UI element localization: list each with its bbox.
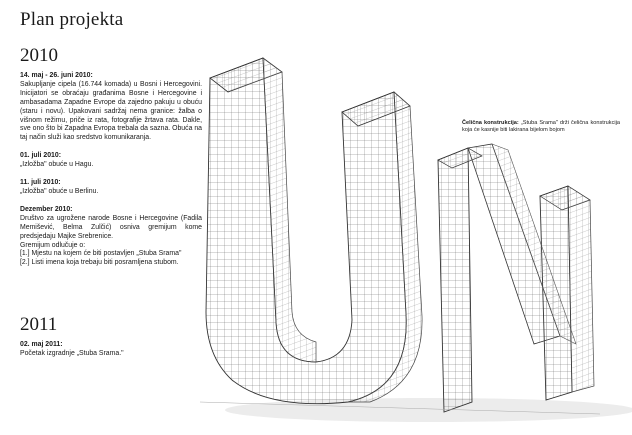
entry-date: Dezember 2010: (20, 205, 73, 213)
year-heading-2010: 2010 (20, 45, 58, 66)
letter-n-left-stem (438, 148, 472, 412)
entry-text: Sakupljanje cipela (16.744 komada) u Bosni i Hercegovini. Inicijatori se obraćaju građanima Bosne i Hercegovine i ambasadama Zapadne Evrope da zajedno pakuju u obuću (staru i novu). Upakovani sadržaj nema granice: žalba o višnom režimu, priče iz rata, fotografije žrtava rata. Dakle, sve ono što bi Zapadna Evropa trebala da sazna. Obuća na taj način služi kao sredstvo komunikaranja. (20, 80, 202, 142)
entry-text: Početak izgradnje „Stuba Srama." (20, 349, 124, 357)
entry-text: „Izložba" obuće u Hagu. (20, 161, 94, 169)
entry-date: 11. juli 2010: (20, 179, 61, 187)
caption-text: „Stuba Srama" drži čelična konstrukcija koja će kasnije biti lakirana bijelom bojom (462, 120, 620, 134)
entry-date: 14. maj - 26. juni 2010: (20, 72, 93, 79)
entry-text: Društvo za ugrožene narode Bosne i Hercegovine (Fadila Memišević, Belma Zulčić) osniva gremijum kome predsjedaju Majke Srebrenice. Gremijum odlučuje o: [1.] Mjestu na kojem će biti postavljen „Stuba Srama" [2.] Listi imena koja trebaju biti posramljena stubom. (20, 214, 202, 267)
letter-n-right-side (568, 186, 594, 392)
entry-date: 01. juli 2010: (20, 152, 61, 160)
page-title: Plan projekta (20, 9, 124, 30)
entry-date: 02. maj 2011: (20, 341, 63, 348)
year-heading-2011: 2011 (20, 314, 58, 335)
steel-construction-caption (462, 120, 620, 134)
entry-text: „Izložba" obuće u Berlinu. (20, 187, 99, 195)
caption-title: Čelična konstrukcija: (462, 120, 519, 126)
